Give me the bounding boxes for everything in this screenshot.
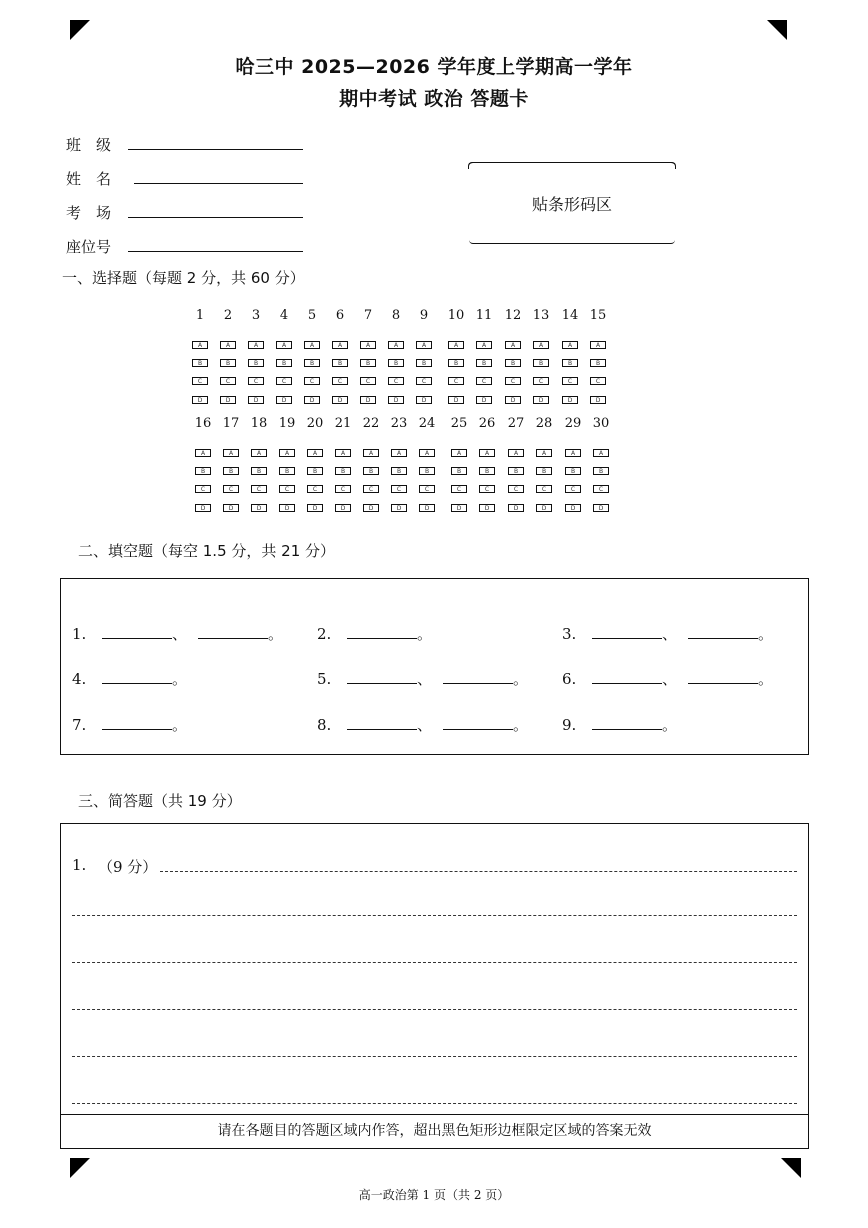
answer-bubble-a[interactable]: A: [304, 341, 320, 349]
name-field[interactable]: [134, 183, 303, 184]
fill-in-number: 2.: [317, 625, 332, 643]
separator-mark: 、: [417, 716, 433, 734]
fill-in-blank[interactable]: [688, 669, 758, 684]
answer-bubble-d[interactable]: D: [223, 504, 239, 512]
answer-bubble-d[interactable]: D: [192, 396, 208, 404]
short-answer-q1-number: 1.: [72, 856, 87, 874]
answer-bubble-d[interactable]: D: [251, 504, 267, 512]
answer-bubble-a[interactable]: A: [335, 449, 351, 457]
answer-bubble-a[interactable]: A: [251, 449, 267, 457]
answer-bubble-a[interactable]: A: [192, 341, 208, 349]
answer-bubble-b[interactable]: B: [304, 359, 320, 367]
answer-bubble-d[interactable]: D: [565, 504, 581, 512]
answer-bubble-c[interactable]: C: [476, 377, 492, 385]
answer-bubble-a[interactable]: A: [448, 341, 464, 349]
answer-bubble-c[interactable]: C: [451, 485, 467, 493]
answer-bubble-c[interactable]: C: [276, 377, 292, 385]
fill-in-number: 6.: [562, 670, 577, 688]
answer-bubble-a[interactable]: A: [220, 341, 236, 349]
answer-bubble-b[interactable]: B: [416, 359, 432, 367]
fill-in-number: 1.: [72, 625, 87, 643]
answer-bubble-b[interactable]: B: [593, 467, 609, 475]
fill-in-blank[interactable]: [688, 624, 758, 639]
answer-bubble-d[interactable]: D: [195, 504, 211, 512]
answer-bubble-d[interactable]: D: [360, 396, 376, 404]
corner-mark-bottom-right: [781, 1158, 801, 1178]
end-mark: 。: [758, 670, 774, 688]
answer-bubble-c[interactable]: C: [419, 485, 435, 493]
info-label-class: 班 级: [66, 136, 112, 154]
info-label-name: 姓 名: [66, 170, 112, 188]
answer-bubble-c[interactable]: C: [448, 377, 464, 385]
answer-bubble-b[interactable]: B: [448, 359, 464, 367]
question-number: 23: [390, 416, 408, 431]
answer-bubble-d[interactable]: D: [448, 396, 464, 404]
fill-in-blank[interactable]: [443, 669, 513, 684]
answer-bubble-d[interactable]: D: [419, 504, 435, 512]
room-field[interactable]: [128, 217, 303, 218]
question-number: 21: [334, 416, 352, 431]
question-number: 7: [363, 308, 373, 323]
answer-bubble-b[interactable]: B: [220, 359, 236, 367]
answer-bubble-c[interactable]: C: [248, 377, 264, 385]
answer-bubble-d[interactable]: D: [248, 396, 264, 404]
answer-bubble-d[interactable]: D: [363, 504, 379, 512]
separator-mark: 、: [172, 625, 188, 643]
answer-bubble-b[interactable]: B: [419, 467, 435, 475]
page-title: 哈三中 2025—2026 学年度上学期高一学年: [235, 56, 633, 78]
section1-heading: 一、选择题（每题 2 分，共 60 分）: [62, 269, 305, 287]
fill-in-item: [317, 623, 432, 644]
fill-in-blank[interactable]: [347, 715, 417, 730]
answer-bubble-a[interactable]: A: [419, 449, 435, 457]
short-answer-q1-score: （9 分）: [98, 858, 158, 876]
answer-bubble-a[interactable]: A: [416, 341, 432, 349]
answer-bubble-c[interactable]: C: [220, 377, 236, 385]
answer-bubble-b[interactable]: B: [565, 467, 581, 475]
question-number: 2: [223, 308, 233, 323]
answer-bubble-c[interactable]: C: [335, 485, 351, 493]
answer-bubble-c[interactable]: C: [536, 485, 552, 493]
fill-in-blank[interactable]: [102, 715, 172, 730]
answer-bubble-a[interactable]: A: [533, 341, 549, 349]
answer-bubble-a[interactable]: A: [479, 449, 495, 457]
fill-in-blank[interactable]: [347, 669, 417, 684]
answer-bubble-b[interactable]: B: [363, 467, 379, 475]
info-label-seat: 座位号: [66, 238, 112, 256]
answer-line[interactable]: [72, 915, 797, 916]
answer-bubble-a[interactable]: A: [508, 449, 524, 457]
answer-bubble-b[interactable]: B: [248, 359, 264, 367]
answer-bubble-b[interactable]: B: [307, 467, 323, 475]
answer-bubble-b[interactable]: B: [388, 359, 404, 367]
answer-bubble-c[interactable]: C: [533, 377, 549, 385]
question-number: 10: [447, 308, 465, 323]
answer-bubble-d[interactable]: D: [590, 396, 606, 404]
answer-bubble-d[interactable]: D: [276, 396, 292, 404]
section3-heading: 三、简答题（共 19 分）: [78, 792, 242, 810]
separator-mark: 、: [662, 625, 678, 643]
answer-bubble-b[interactable]: B: [508, 467, 524, 475]
answer-bubble-a[interactable]: A: [223, 449, 239, 457]
answer-bubble-a[interactable]: A: [195, 449, 211, 457]
question-number: 24: [418, 416, 436, 431]
answer-bubble-c[interactable]: C: [593, 485, 609, 493]
fill-in-blank[interactable]: [592, 715, 662, 730]
corner-mark-top-left: [70, 20, 90, 40]
answer-bubble-a[interactable]: A: [332, 341, 348, 349]
answer-bubble-c[interactable]: C: [508, 485, 524, 493]
answer-bubble-c[interactable]: C: [562, 377, 578, 385]
question-number: 8: [391, 308, 401, 323]
fill-in-number: 8.: [317, 716, 332, 734]
fill-in-item: [72, 668, 187, 689]
answer-bubble-b[interactable]: B: [536, 467, 552, 475]
answer-bubble-c[interactable]: C: [251, 485, 267, 493]
end-mark: 。: [662, 716, 678, 734]
fill-in-blank[interactable]: [443, 715, 513, 730]
answer-bubble-c[interactable]: C: [360, 377, 376, 385]
answer-bubble-c[interactable]: C: [223, 485, 239, 493]
end-mark: 。: [172, 670, 188, 688]
answer-bubble-c[interactable]: C: [307, 485, 323, 493]
fill-in-item: [72, 623, 283, 644]
fill-in-item: [562, 668, 773, 689]
answer-bubble-a[interactable]: A: [360, 341, 376, 349]
answer-bubble-b[interactable]: B: [479, 467, 495, 475]
answer-bubble-b[interactable]: B: [451, 467, 467, 475]
page-subtitle: 期中考试 政治 答题卡: [339, 88, 529, 110]
question-number: 16: [194, 416, 212, 431]
notice-text: 请在各题目的答题区域内作答，超出黑色矩形边框限定区域的答案无效: [60, 1114, 809, 1149]
info-label-room: 考 场: [66, 204, 112, 222]
answer-bubble-a[interactable]: A: [565, 449, 581, 457]
fill-in-item: [72, 714, 187, 735]
answer-bubble-b[interactable]: B: [195, 467, 211, 475]
question-number: 11: [475, 308, 493, 323]
answer-bubble-c[interactable]: C: [192, 377, 208, 385]
answer-bubble-a[interactable]: A: [590, 341, 606, 349]
question-number: 19: [278, 416, 296, 431]
answer-line[interactable]: [72, 1056, 797, 1057]
answer-bubble-a[interactable]: A: [388, 341, 404, 349]
fill-in-number: 3.: [562, 625, 577, 643]
corner-mark-top-right: [767, 20, 787, 40]
answer-line[interactable]: [160, 871, 797, 872]
question-number: 15: [589, 308, 607, 323]
fill-in-item: [317, 668, 528, 689]
fill-in-number: 7.: [72, 716, 87, 734]
answer-bubble-c[interactable]: C: [391, 485, 407, 493]
barcode-area: [469, 162, 675, 244]
question-number: 6: [335, 308, 345, 323]
answer-bubble-d[interactable]: D: [536, 504, 552, 512]
answer-bubble-d[interactable]: D: [335, 504, 351, 512]
question-number: 27: [507, 416, 525, 431]
answer-bubble-c[interactable]: C: [565, 485, 581, 493]
question-number: 12: [504, 308, 522, 323]
end-mark: 。: [513, 670, 529, 688]
fill-in-blank[interactable]: [347, 624, 417, 639]
answer-bubble-c[interactable]: C: [304, 377, 320, 385]
question-number: 1: [195, 308, 205, 323]
question-number: 30: [592, 416, 610, 431]
fill-in-blank[interactable]: [198, 624, 268, 639]
page-footer: 高一政治第 1 页（共 2 页）: [358, 1188, 510, 1202]
answer-bubble-d[interactable]: D: [307, 504, 323, 512]
answer-bubble-a[interactable]: A: [476, 341, 492, 349]
answer-bubble-c[interactable]: C: [363, 485, 379, 493]
answer-line[interactable]: [72, 1009, 797, 1010]
answer-line[interactable]: [72, 962, 797, 963]
answer-bubble-b[interactable]: B: [279, 467, 295, 475]
answer-bubble-a[interactable]: A: [307, 449, 323, 457]
answer-bubble-a[interactable]: A: [391, 449, 407, 457]
answer-bubble-d[interactable]: D: [479, 504, 495, 512]
fill-in-blank[interactable]: [102, 669, 172, 684]
end-mark: 。: [758, 625, 774, 643]
answer-bubble-a[interactable]: A: [593, 449, 609, 457]
end-mark: 。: [513, 716, 529, 734]
end-mark: 。: [172, 716, 188, 734]
answer-bubble-d[interactable]: D: [593, 504, 609, 512]
fill-in-item: [562, 623, 773, 644]
answer-bubble-a[interactable]: A: [248, 341, 264, 349]
question-number: 4: [279, 308, 289, 323]
question-number: 13: [532, 308, 550, 323]
answer-bubble-b[interactable]: B: [192, 359, 208, 367]
answer-bubble-a[interactable]: A: [279, 449, 295, 457]
answer-line[interactable]: [72, 1103, 797, 1104]
answer-bubble-d[interactable]: D: [220, 396, 236, 404]
corner-mark-bottom-left: [70, 1158, 90, 1178]
fill-in-number: 4.: [72, 670, 87, 688]
answer-bubble-a[interactable]: A: [363, 449, 379, 457]
class-field[interactable]: [128, 149, 303, 150]
barcode-label: 贴条形码区: [531, 194, 612, 214]
answer-bubble-d[interactable]: D: [391, 504, 407, 512]
fill-in-blank[interactable]: [592, 624, 662, 639]
separator-mark: 、: [417, 670, 433, 688]
answer-bubble-b[interactable]: B: [562, 359, 578, 367]
answer-bubble-a[interactable]: A: [536, 449, 552, 457]
answer-bubble-c[interactable]: C: [388, 377, 404, 385]
answer-bubble-c[interactable]: C: [332, 377, 348, 385]
question-number: 20: [306, 416, 324, 431]
question-number: 9: [419, 308, 429, 323]
question-number: 29: [564, 416, 582, 431]
answer-bubble-c[interactable]: C: [279, 485, 295, 493]
answer-bubble-b[interactable]: B: [276, 359, 292, 367]
answer-bubble-b[interactable]: B: [332, 359, 348, 367]
answer-bubble-b[interactable]: B: [590, 359, 606, 367]
question-number: 28: [535, 416, 553, 431]
end-mark: 。: [268, 625, 284, 643]
answer-bubble-c[interactable]: C: [195, 485, 211, 493]
answer-bubble-d[interactable]: D: [508, 504, 524, 512]
answer-bubble-c[interactable]: C: [416, 377, 432, 385]
answer-bubble-b[interactable]: B: [223, 467, 239, 475]
question-number: 14: [561, 308, 579, 323]
section2-heading: 二、填空题（每空 1.5 分，共 21 分）: [78, 542, 336, 560]
answer-bubble-c[interactable]: C: [590, 377, 606, 385]
answer-bubble-d[interactable]: D: [533, 396, 549, 404]
end-mark: 。: [417, 625, 433, 643]
answer-bubble-d[interactable]: D: [388, 396, 404, 404]
question-number: 5: [307, 308, 317, 323]
answer-bubble-d[interactable]: D: [279, 504, 295, 512]
answer-bubble-b[interactable]: B: [533, 359, 549, 367]
answer-bubble-d[interactable]: D: [476, 396, 492, 404]
answer-bubble-b[interactable]: B: [476, 359, 492, 367]
answer-bubble-b[interactable]: B: [360, 359, 376, 367]
answer-bubble-d[interactable]: D: [562, 396, 578, 404]
answer-bubble-b[interactable]: B: [335, 467, 351, 475]
answer-bubble-a[interactable]: A: [562, 341, 578, 349]
separator-mark: 、: [662, 670, 678, 688]
fill-in-blank[interactable]: [592, 669, 662, 684]
answer-bubble-d[interactable]: D: [332, 396, 348, 404]
answer-bubble-b[interactable]: B: [251, 467, 267, 475]
answer-bubble-d[interactable]: D: [451, 504, 467, 512]
question-number: 26: [478, 416, 496, 431]
fill-in-item: [562, 714, 677, 735]
fill-in-number: 9.: [562, 716, 577, 734]
answer-bubble-b[interactable]: B: [391, 467, 407, 475]
question-number: 18: [250, 416, 268, 431]
answer-bubble-a[interactable]: A: [451, 449, 467, 457]
answer-bubble-c[interactable]: C: [505, 377, 521, 385]
question-number: 25: [450, 416, 468, 431]
answer-bubble-a[interactable]: A: [276, 341, 292, 349]
fill-in-item: [317, 714, 528, 735]
seat-field[interactable]: [128, 251, 303, 252]
question-number: 3: [251, 308, 261, 323]
fill-in-blank[interactable]: [102, 624, 172, 639]
answer-bubble-d[interactable]: D: [416, 396, 432, 404]
answer-bubble-a[interactable]: A: [505, 341, 521, 349]
answer-bubble-b[interactable]: B: [505, 359, 521, 367]
question-number: 22: [362, 416, 380, 431]
answer-bubble-c[interactable]: C: [479, 485, 495, 493]
answer-bubble-d[interactable]: D: [304, 396, 320, 404]
question-number: 17: [222, 416, 240, 431]
fill-in-number: 5.: [317, 670, 332, 688]
answer-bubble-d[interactable]: D: [505, 396, 521, 404]
